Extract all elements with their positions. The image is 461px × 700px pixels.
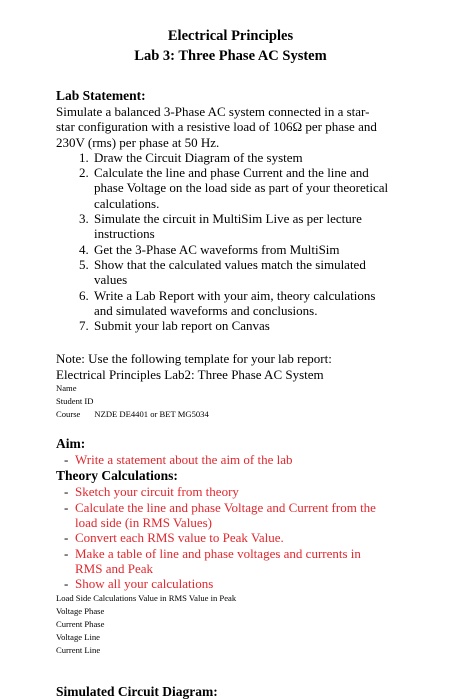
lab-statement-heading: Lab Statement: bbox=[56, 88, 146, 103]
lab-statement-intro bbox=[56, 104, 431, 150]
lab-step bbox=[92, 165, 431, 211]
lab-title: Lab 3: Three Phase AC System bbox=[134, 48, 327, 64]
theory-item: - Sketch your circuit from theory bbox=[64, 484, 431, 499]
lab-step-line: 2. Calculate the line and phase Current and the line and bbox=[94, 165, 369, 181]
course-field-value: NZDE DE4401 or BET MG5034 bbox=[94, 409, 209, 420]
table-row-label: Current Line bbox=[56, 645, 101, 656]
aim-heading: Aim: bbox=[56, 436, 86, 452]
lab-step-line: 5. Show that the calculated values match the simulated bbox=[94, 256, 366, 272]
theory-item-line: Make a table of line and phase voltages and currents in bbox=[75, 545, 361, 561]
lab-step-line: instructions bbox=[94, 226, 155, 242]
lab-step bbox=[92, 257, 431, 288]
lab-step-line: 7. Submit your lab report on Canvas bbox=[94, 318, 270, 334]
theory-item: - Convert each RMS value to Peak Value. bbox=[64, 530, 431, 545]
intro-line: star configuration with a resistive load of 106Ω per phase and bbox=[56, 119, 377, 135]
table-row-label: Voltage Phase bbox=[56, 606, 105, 617]
lab-step bbox=[92, 318, 431, 333]
theory-heading: Theory Calculations: bbox=[56, 468, 178, 484]
lab-step-line: 4. Get the 3-Phase AC waveforms from MultiSim bbox=[94, 241, 340, 257]
theory-item-line: RMS and Peak bbox=[75, 560, 153, 576]
lab-step-line: and simulated waveforms and conclusions. bbox=[94, 302, 318, 318]
table-row-label: Voltage Line bbox=[56, 632, 100, 643]
intro-line: 230V (rms) per phase at 50 Hz. bbox=[56, 134, 220, 150]
name-field-label: Name bbox=[56, 383, 77, 394]
theory-item-line: Sketch your circuit from theory bbox=[75, 484, 239, 500]
note-line: Note: Use the following template for your lab report: bbox=[56, 351, 332, 367]
theory-item-line: load side (in RMS Values) bbox=[75, 514, 212, 530]
theory-item: - Calculate the line and phase Voltage and Current from the load side (in RMS Values) bbox=[64, 500, 431, 531]
lab-step-line: 1. Draw the Circuit Diagram of the system bbox=[94, 149, 303, 165]
lab-step bbox=[92, 288, 431, 319]
simulated-heading: Simulated Circuit Diagram: bbox=[56, 684, 218, 699]
aim-item: - Write a statement about the aim of the lab bbox=[64, 452, 431, 467]
theory-item-line: Convert each RMS value to Peak Value. bbox=[75, 530, 284, 546]
note-block bbox=[56, 351, 431, 382]
template-title: Electrical Principles Lab2: Three Phase AC System bbox=[56, 366, 324, 382]
aim-item-line: Write a statement about the aim of the lab bbox=[75, 452, 293, 468]
aim-list bbox=[56, 452, 431, 467]
lab-step-line: calculations. bbox=[94, 195, 160, 211]
template-fields bbox=[56, 382, 431, 421]
table-row-label: Current Phase bbox=[56, 619, 105, 630]
course-field bbox=[56, 408, 431, 421]
course-title: Electrical Principles bbox=[167, 28, 294, 44]
lab-step bbox=[92, 150, 431, 165]
intro-line: Simulate a balanced 3-Phase AC system connected in a star- bbox=[56, 104, 370, 119]
calculation-table-lines bbox=[56, 592, 431, 657]
theory-list bbox=[56, 484, 431, 591]
theory-item: - Make a table of line and phase voltages and currents in RMS and Peak bbox=[64, 546, 431, 577]
lab-step-line: phase Voltage on the load side as part of your theoretical bbox=[94, 180, 389, 196]
lab-step-line: 3. Simulate the circuit in MultiSim Live as per lecture bbox=[94, 211, 362, 227]
lab-step bbox=[92, 242, 431, 257]
lab-steps-list bbox=[56, 150, 431, 334]
lab-step bbox=[92, 211, 431, 242]
lab-step-line: values bbox=[94, 272, 128, 288]
lab-step-line: 6. Write a Lab Report with your aim, theory calculations bbox=[94, 287, 376, 303]
theory-item: - Show all your calculations bbox=[64, 576, 431, 591]
student-id-field-label: Student ID bbox=[56, 396, 94, 407]
lab-statement-section bbox=[56, 88, 431, 657]
course-field-label: Course bbox=[56, 409, 81, 420]
table-header-line: Load Side Calculations Value in RMS Value in Peak bbox=[56, 593, 237, 604]
theory-item-line: Calculate the line and phase Voltage and Current from the bbox=[75, 499, 376, 515]
theory-item-line: Show all your calculations bbox=[75, 576, 214, 592]
